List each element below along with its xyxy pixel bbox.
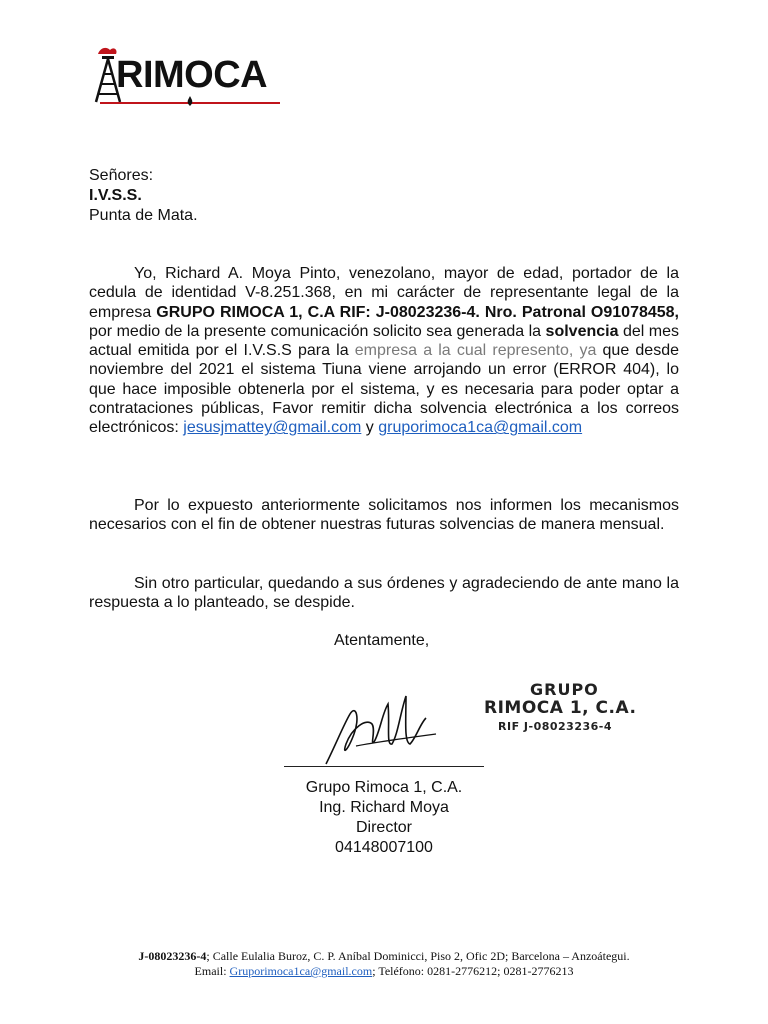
closing-text: Atentamente, [334,632,430,649]
body-paragraph-3 [89,574,679,613]
recipient-location: Punta de Mata. [89,207,198,224]
signature-line [284,766,484,767]
footer-address [0,948,768,964]
email-link-2[interactable]: gruporimoca1ca@gmail.com [378,419,583,437]
body-text-gray: empresa a la cual represento, ya [354,342,597,360]
body-text: que desde noviembre del 2021 el sistema Tiuna viene arrojando un error (ERROR 404), lo que hace imposible obtenerla por el sistema, y es necesaria para poder optar a contrataciones públicas, Favor remitir dicha solvencia electrónica a los correos electrónicos: [89,342,679,437]
company-identifiers: GRUPO RIMOCA 1, C.A RIF: J-08023236-4. Nro. Patronal O91078458, [156,303,680,321]
email-link-1[interactable]: jesusjmattey@gmail.com [183,419,362,437]
salutation-line: Señores: [89,167,154,184]
company-logo [88,44,288,110]
paragraph-text: Por lo expuesto anteriormente solicitamos nos informen los mecanismos necesarios con el fin de obtener nuestras futuras solvencias de manera mensual. [89,497,679,534]
company-stamp [482,680,662,740]
signer-title: Director [355,819,412,836]
oil-drop-icon [186,96,194,106]
salutation-block [89,166,198,226]
footer-email-link[interactable]: Gruporimoca1ca@gmail.com [229,964,373,978]
footer-address-text: ; Calle Eulalia Buroz, C. P. Aníbal Dominicci, Piso 2, Ofic 2D; Barcelona – Anzoátegui. [206,949,630,963]
footer-rif: J-08023236-4 [138,949,207,963]
body-paragraph-2 [89,496,679,535]
signer-phone: 04148007100 [335,839,433,856]
logo-text: RIMOCA [116,54,268,96]
footer-contact [0,963,768,979]
signer-block [284,778,484,858]
stamp-line-3: RIF J-08023236-4 [498,720,613,733]
paragraph-text: Sin otro particular, quedando a sus órdenes y agradeciendo de ante mano la respuesta a lo planteado, se despide. [89,575,679,612]
body-paragraph-1 [89,264,679,438]
stamp-line-2: RIMOCA 1, C.A. [484,698,637,718]
solvencia-term: solvencia [545,322,619,340]
body-text: y [361,419,379,437]
body-text: del mes actual emitida por el I.V.S.S para la [89,322,680,360]
body-text: Yo, Richard A. Moya Pinto, venezolano, mayor de edad, portador de la cedula de identidad V-8.251.368, en mi carácter de representante legal de la empresa [89,265,679,321]
signer-name: Ing. Richard Moya [319,799,449,816]
recipient-name: I.V.S.S. [89,187,142,204]
signer-company: Grupo Rimoca 1, C.A. [305,779,463,796]
body-text: por medio de la presente comunicación solicito sea generada la [89,322,546,340]
footer-email-label: Email: [194,964,230,978]
stamp-line-1: GRUPO [530,680,599,699]
footer-phones: ; Teléfono: 0281-2776212; 0281-2776213 [372,964,574,978]
handwritten-signature [316,684,446,774]
